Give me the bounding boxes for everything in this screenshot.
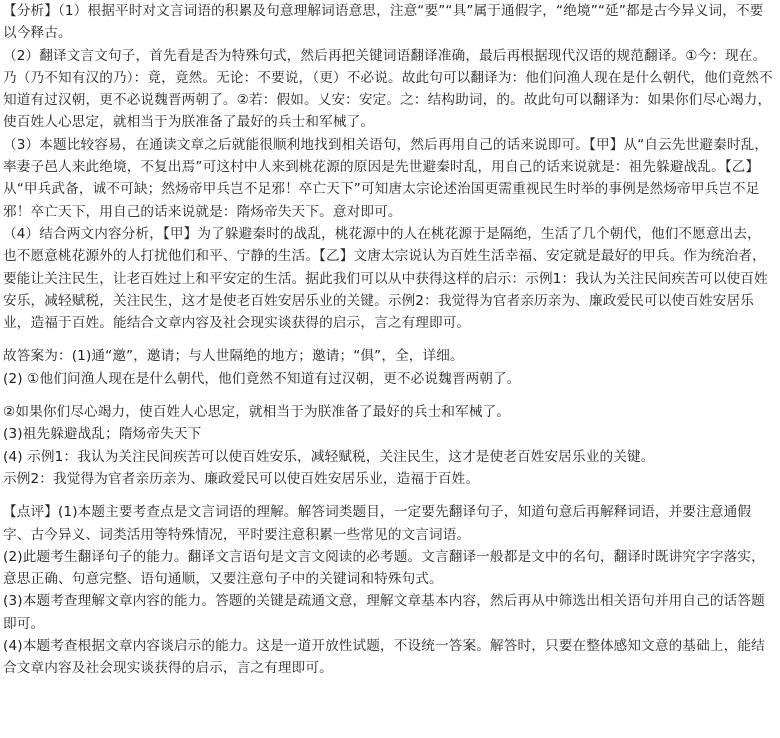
- answer-line-4: (3)祖先躲避战乱；隋炀帝失天下: [3, 426, 202, 443]
- answer-line-5: (4) 示例1：我认为关注民间疾苦可以使百姓安乐，减轻赋税，关注民生，这才是使老百姓安居乐业的关键。: [3, 448, 655, 465]
- answer-line-1: 故答案为：(1)通“邀”，邀请；与人世隔绝的地方；邀请；“俱”，全，详细。: [3, 348, 464, 365]
- analysis-paragraph-1: 【分析】（1）根据平时对文言词语的积累及句意理解词语意思，注意“要”“具”属于通假字，“绝境”“延”都是古今异义词，不要以今释古。: [3, 3, 764, 42]
- answer-section: [0, 345, 780, 490]
- analysis-paragraph-2: （2）翻译文言文句子，首先看是否为特殊句式，然后再把关键词语翻译准确，最后再根据现代汉语的规范翻译。①今：现在。乃（乃不知有汉的乃）：竟，竟然。无论：不要说，（更）不必说。故此句可以翻译为：他们问渔人现在是什么朝代，他们竟然不知道有过汉朝，更不必说魏晋两朝了。②若：假如。乂安：安定。之：结构助词，的。故此句可以翻译为：如果你们尽心竭力，使百姓人心思定，就相当于为朕准备了最好的兵士和军械了。: [3, 47, 773, 131]
- analysis-section: [0, 0, 780, 334]
- comment-paragraph-4: (4)本题考查根据文章内容谈启示的能力。这是一道开放性试题，不设统一答案。解答时，只要在整体感知文意的基础上，能结合文章内容及社会现实谈获得的启示，言之有理即可。: [3, 638, 765, 677]
- comment-paragraph-2: (2)此题考生翻译句子的能力。翻译文言语句是文言文阅读的必考题。文言翻译一般都是文中的名句，翻译时既讲究字字落实，意思正确、句意完整、语句通顺，又要注意句子中的关键词和特殊句式。: [3, 548, 765, 588]
- analysis-paragraph-3: （3）本题比较容易，在通读文章之后就能很顺利地找到相关语句，然后再用自己的话来说即可。【甲】从“自云先世避秦时乱，率妻子邑人来此绝境，不复出焉”可这村中人来到桃花源的原因是先世避秦时乱，用自己的话来说就是：祖先躲避战乱。【乙】从“甲兵武备，诚不可缺；然炀帝甲兵岂不足邪！卒亡天下”可知唐太宗论述治国更需重视民生时举的事例是然炀帝甲兵岂不足邪！卒亡天下，用自己的话来说就是：隋炀帝失天下。意对即可。: [3, 136, 769, 220]
- answer-line-6: 示例2：我觉得为官者亲历亲为、廉政爱民可以使百姓安居乐业，造福于百姓。: [3, 470, 480, 487]
- answer-line-3: ②如果你们尽心竭力，使百姓人心思定，就相当于为朕准备了最好的兵士和军械了。: [3, 404, 511, 421]
- comment-paragraph-1: 【点评】(1)本题主要考查点是文言词语的理解。解答词类题目，一定要先翻译句子，知道句意后再解释词语，并要注意通假字、古今异义、词类活用等特殊情况，平时要注意积累一些常见的文言词语。: [3, 504, 752, 543]
- analysis-paragraph-4: （4）结合两文内容分析，【甲】为了躲避秦时的战乱，桃花源中的人在桃花源于是隔绝，生活了几个朝代，他们不愿意出去，也不愿意桃花源外的人打扰他们和平、宁静的生活。【乙】文唐太宗说认为百姓生活幸福、安定就是最好的甲兵。作为统治者，要能让关注民生，让老百姓过上和平安定的生活。据此我们可以从中获得这样的启示：示例1：我认为关注民间疾苦可以使百姓安乐，减轻赋税，关注民生，这才是使老百姓安居乐业的关键。示例2：我觉得为官者亲历亲为、廉政爱民可以使百姓安居乐业，造福于百姓。能结合文章内容及社会现实谈获得的启示，言之有理即可。: [3, 225, 768, 332]
- comment-section: [0, 501, 780, 679]
- answer-line-2: (2) ①他们问渔人现在是什么朝代，他们竟然不知道有过汉朝，更不必说魏晋两朝了。: [3, 370, 521, 387]
- comment-paragraph-3: (3)本题考查理解文章内容的能力。答题的关键是疏通文意，理解文章基本内容，然后再从中筛选出相关语句并用自己的话答题即可。: [3, 593, 765, 632]
